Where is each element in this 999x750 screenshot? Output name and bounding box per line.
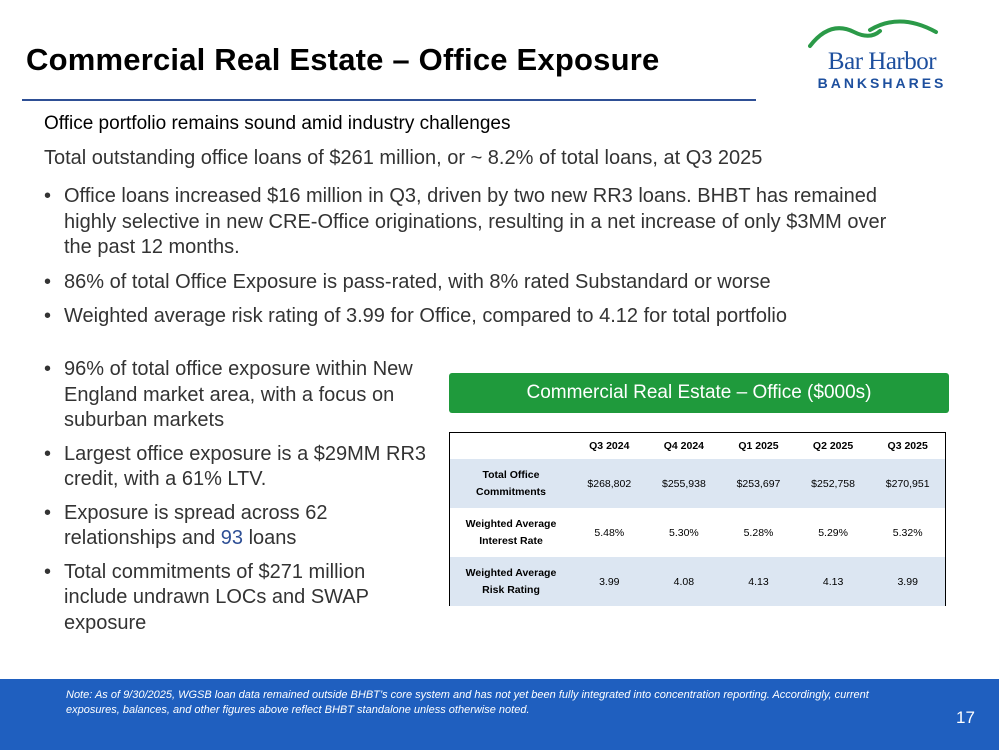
title-divider	[22, 99, 756, 101]
bullet-item: • Largest office exposure is a $29MM RR3 credit, with a 61% LTV.	[44, 442, 434, 493]
table-cell: 5.48%	[594, 526, 625, 539]
row-label	[450, 508, 572, 557]
row-label-line: Interest Rate	[479, 534, 543, 547]
table-cell: 3.99	[599, 575, 620, 588]
loan-count-highlight: 93	[220, 527, 244, 549]
exposure-bullet-list	[44, 357, 434, 644]
table-cell: 5.32%	[892, 526, 923, 539]
table-cell: 4.13	[748, 575, 769, 588]
column-header: Q3 2024	[589, 440, 630, 452]
table-cell: 5.30%	[669, 526, 699, 539]
column-header: Q2 2025	[812, 440, 854, 452]
section-subheading	[44, 113, 510, 135]
subhead-part-1: Office portfolio	[44, 113, 172, 134]
bullet-text-before: Exposure is spread across 62 relationships and	[64, 501, 328, 549]
bullet-text-after: loans	[243, 527, 297, 549]
table-cell: 5.29%	[818, 526, 848, 539]
bullet-item: • Total commitments of $271 million include undrawn LOCs and SWAP exposure	[44, 560, 434, 637]
table-cell: $255,938	[661, 477, 706, 490]
table-cell: 4.08	[673, 575, 695, 588]
page-title: Commercial Real Estate – Office Exposure	[26, 42, 660, 77]
table-row	[450, 508, 945, 557]
row-label	[450, 557, 572, 606]
row-label-line: Risk Rating	[482, 583, 540, 596]
row-label-line: Total Office	[482, 468, 540, 481]
table-cell: $268,802	[587, 477, 632, 490]
table-cell: $270,951	[885, 477, 930, 490]
table-row	[450, 557, 945, 606]
company-logo	[796, 18, 968, 94]
table-header-row	[450, 433, 945, 459]
bullet-item: • Weighted average risk rating of 3.99 for Office, compared to 4.12 for total portfolio	[44, 304, 904, 330]
row-label-line: Weighted Average	[465, 566, 557, 579]
logo-text-bar-harbor: Bar Harbor	[827, 48, 937, 75]
subhead-part-2: remains sound	[171, 113, 297, 134]
mountain-logo-icon	[808, 18, 958, 50]
table-title-banner: Commercial Real Estate – Office ($000s)	[449, 373, 949, 413]
row-label-line: Weighted Average	[465, 517, 557, 530]
logo-text-bankshares: BANKSHARES	[817, 75, 947, 91]
column-header: Q4 2024	[663, 440, 705, 452]
table-cell: 3.99	[897, 575, 918, 588]
table-cell: 4.13	[822, 575, 844, 588]
table-row	[450, 459, 945, 508]
row-label-line: Commitments	[475, 485, 546, 498]
table-cell: 5.28%	[743, 526, 774, 539]
table-cell: $252,758	[811, 477, 855, 490]
column-header: Q1 2025	[738, 440, 779, 452]
summary-bullet-list	[44, 184, 904, 339]
bullet-item: • 96% of total office exposure within New England market area, with a focus on suburban markets	[44, 357, 434, 434]
page-number: 17	[956, 708, 975, 727]
office-exposure-table	[449, 432, 946, 606]
bullet-item	[44, 501, 434, 552]
bullet-item: • Office loans increased $16 million in Q3, driven by two new RR3 loans. BHBT has remained highly selective in new CRE-Office originations, resulting in a net increase of only $3MM over the past 12 months.	[44, 184, 904, 261]
column-header	[450, 433, 572, 459]
column-header: Q3 2025	[887, 440, 928, 452]
table-cell: $253,697	[736, 477, 781, 490]
bullet-item: • 86% of total Office Exposure is pass-rated, with 8% rated Substandard or worse	[44, 270, 904, 296]
row-label	[450, 459, 572, 508]
total-office-loans-line: Total outstanding office loans of $261 million, or ~ 8.2% of total loans, at Q3 2025	[44, 147, 763, 169]
subhead-part-3: amid industry challenges	[296, 113, 511, 134]
footnote: Note: As of 9/30/2025, WGSB loan data remained outside BHBT’s core system and has not yet been fully integrated into concentration reporting. Accordingly, current exposures, balances, and other figures above reflect BHBT standalone unless otherwise noted.	[66, 689, 869, 716]
